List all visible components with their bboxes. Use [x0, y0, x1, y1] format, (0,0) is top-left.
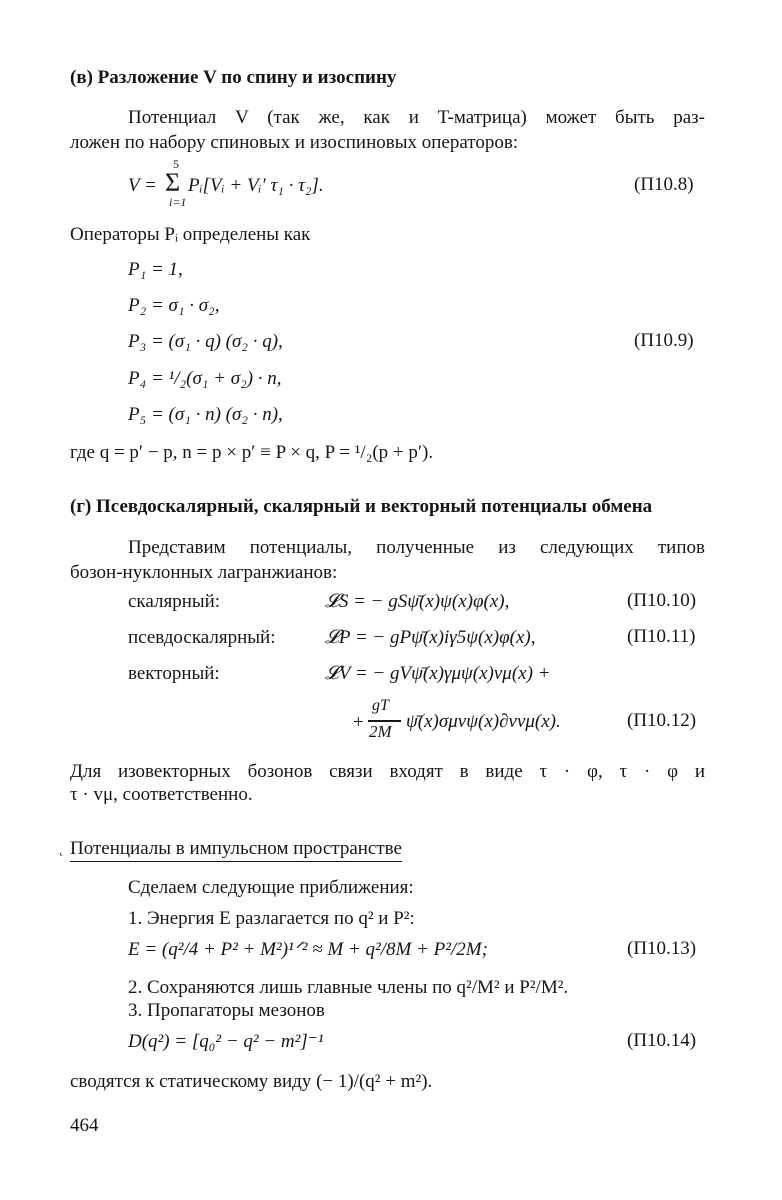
vector-lagrangian-line2: ψ̄(x)σμνψ(x)∂νvμ(x). [406, 711, 561, 732]
eq-v-rhs: Pᵢ[Vᵢ + Vᵢ′ τ₁ · τ₂]. [188, 175, 324, 196]
eq-p4: P₄ = ¹/₂(σ₁ + σ₂) · n, [128, 368, 282, 389]
static-form-line: сводятся к статическому виду (− 1)/(q² + m²). [70, 1071, 433, 1092]
scalar-lagrangian: 𝓛S = − gSψ̄(x)ψ(x)φ(x), [325, 591, 510, 612]
section-g-para-line2: бозон-нуклонных лагранжианов: [70, 562, 338, 583]
scalar-label: скалярный: [128, 591, 221, 612]
eq-number-p10-13: (П10.13) [627, 938, 697, 959]
fraction-numerator: gT [372, 697, 389, 714]
eq-propagator: D(q²) = [q₀² − q² − m²]⁻¹ [128, 1031, 324, 1052]
eq-p3: P₃ = (σ₁ · q) (σ₂ · q), [128, 331, 283, 352]
eq-p2: P₂ = σ₁ · σ₂, [128, 295, 220, 316]
section-g-para-line1: Представим потенциалы, полученные из следующих типов [128, 537, 705, 558]
margin-mark: ˛ [59, 842, 64, 857]
eq-energy-expansion: E = (q²/4 + P² + M²)¹ᐟ² ≈ M + q²/8M + P²/2M; [128, 939, 488, 960]
eq-sum-lower: i=1 [169, 195, 187, 209]
pseudoscalar-lagrangian: 𝓛P = − gPψ̄(x)iγ5ψ(x)φ(x), [325, 627, 536, 648]
operators-intro: Операторы Pᵢ определены как [70, 224, 311, 245]
section-g-heading: (г) Псевдоскалярный, скалярный и векторный потенциалы обмена [70, 496, 653, 517]
section-v-para-line2: ложен по набору спиновых и изоспиновых операторов: [70, 132, 519, 153]
approximations-intro: Сделаем следующие приближения: [128, 877, 414, 898]
eq-number-p10-12: (П10.12) [627, 710, 697, 731]
eq-number-p10-14: (П10.14) [627, 1030, 697, 1051]
momentum-heading [70, 837, 402, 861]
section-v-heading: (в) Разложение V по спину и изоспину [70, 67, 397, 88]
eq-sum-symbol: Σ [165, 168, 181, 197]
eq-v-lhs: V = [128, 175, 157, 196]
eq-number-p10-9: (П10.9) [634, 330, 694, 351]
where-definitions: где q = p′ − p, n = p × p′ ≡ P × q, P = ¹/₂(p + p′). [70, 442, 434, 463]
vector-label: векторный: [128, 663, 220, 684]
approximation-item-3: 3. Пропагаторы мезонов [128, 1000, 325, 1021]
fraction-denominator: 2M [369, 722, 392, 741]
isovector-line2: τ · vμ, соответственно. [70, 784, 253, 805]
section-v-para-line1: Потенциал V (так же, как и T-матрица) может быть раз- [128, 107, 705, 128]
approximation-item-1: 1. Энергия E разлагается по q² и P²: [128, 908, 415, 929]
eq-p5: P₅ = (σ₁ · n) (σ₂ · n), [128, 404, 283, 425]
eq-number-p10-8: (П10.8) [634, 174, 694, 195]
approximation-item-2: 2. Сохраняются лишь главные члены по q²/M² и P²/M². [128, 977, 569, 998]
eq-number-p10-10: (П10.10) [627, 590, 697, 611]
eq-p1: P₁ = 1, [128, 259, 183, 280]
eq-number-p10-11: (П10.11) [627, 626, 696, 647]
vector-lagrangian-line1: 𝓛V = − gVψ̄(x)γμψ(x)vμ(x) + [325, 663, 551, 684]
pseudoscalar-label: псевдоскалярный: [128, 627, 276, 648]
eq-sum-upper: 5 [173, 157, 179, 171]
momentum-heading-text: Потенциалы в импульсном пространстве [70, 838, 402, 862]
vector-plus-sign: + [353, 712, 364, 733]
page-number: 464 [70, 1115, 99, 1136]
isovector-line1: Для изовекторных бозонов связи входят в виде τ · φ, τ · φ и [70, 761, 705, 782]
